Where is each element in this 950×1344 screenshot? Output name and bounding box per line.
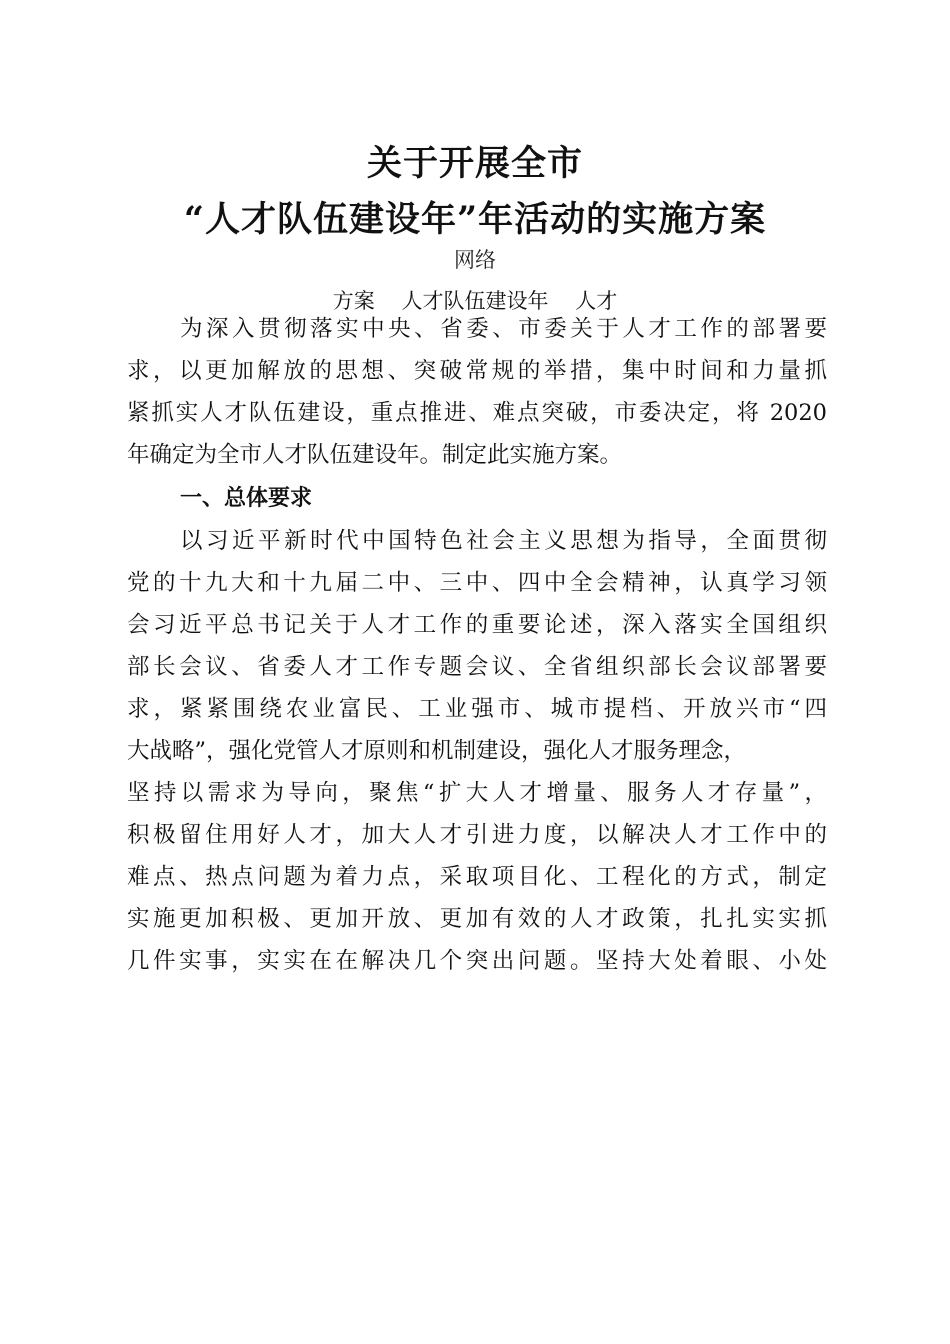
document-author: 网络 xyxy=(454,248,496,272)
intro-paragraph-line: 为深入贯彻落实中央、省委、市委关于人才工作的部署要 xyxy=(180,316,827,342)
section-heading-general-requirements: 一、总体要求 xyxy=(180,486,313,511)
section-paragraph-line: 部长会议、省委人才工作专题会议、全省组织部长会议部署要 xyxy=(127,654,827,680)
intro-paragraph-line: 紧抓实人才队伍建设，重点推进、难点突破，市委决定，将 2020 xyxy=(127,400,827,426)
section-paragraph-line: 大战略”，强化党管人才原则和机制建设，强化人才服务理念， xyxy=(127,738,747,764)
document-keywords: 方案 人才队伍建设年 人才 xyxy=(332,289,618,313)
section-paragraph-line: 党的十九大和十九届二中、三中、四中全会精神，认真学习领 xyxy=(127,570,827,596)
section-paragraph-line: 难点、热点问题为着力点，采取项目化、工程化的方式，制定 xyxy=(127,864,827,890)
section-paragraph-line: 求，紧紧围绕农业富民、工业强市、城市提档、开放兴市“四 xyxy=(127,696,827,722)
section-paragraph-line: 以习近平新时代中国特色社会主义思想为指导，全面贯彻 xyxy=(180,528,827,554)
section-paragraph-line: 会习近平总书记关于人才工作的重要论述，深入落实全国组织 xyxy=(127,612,827,638)
section-paragraph-line: 坚持以需求为导向，聚焦“扩大人才增量、服务人才存量”， xyxy=(127,780,827,806)
section-paragraph-line: 实施更加积极、更加开放、更加有效的人才政策，扎扎实实抓 xyxy=(127,906,827,932)
document-title-line-1: 关于开展全市 xyxy=(366,143,583,184)
section-paragraph-line: 几件实事，实实在在解决几个突出问题。坚持大处着眼、小处 xyxy=(127,948,827,974)
intro-paragraph-line: 年确定为全市人才队伍建设年。制定此实施方案。 xyxy=(127,442,623,468)
intro-paragraph-line: 求，以更加解放的思想、突破常规的举措，集中时间和力量抓 xyxy=(127,358,827,384)
document-title-line-2: “人才队伍建设年”年活动的实施方案 xyxy=(183,199,767,240)
section-paragraph-line: 积极留住用好人才，加大人才引进力度，以解决人才工作中的 xyxy=(127,822,827,848)
